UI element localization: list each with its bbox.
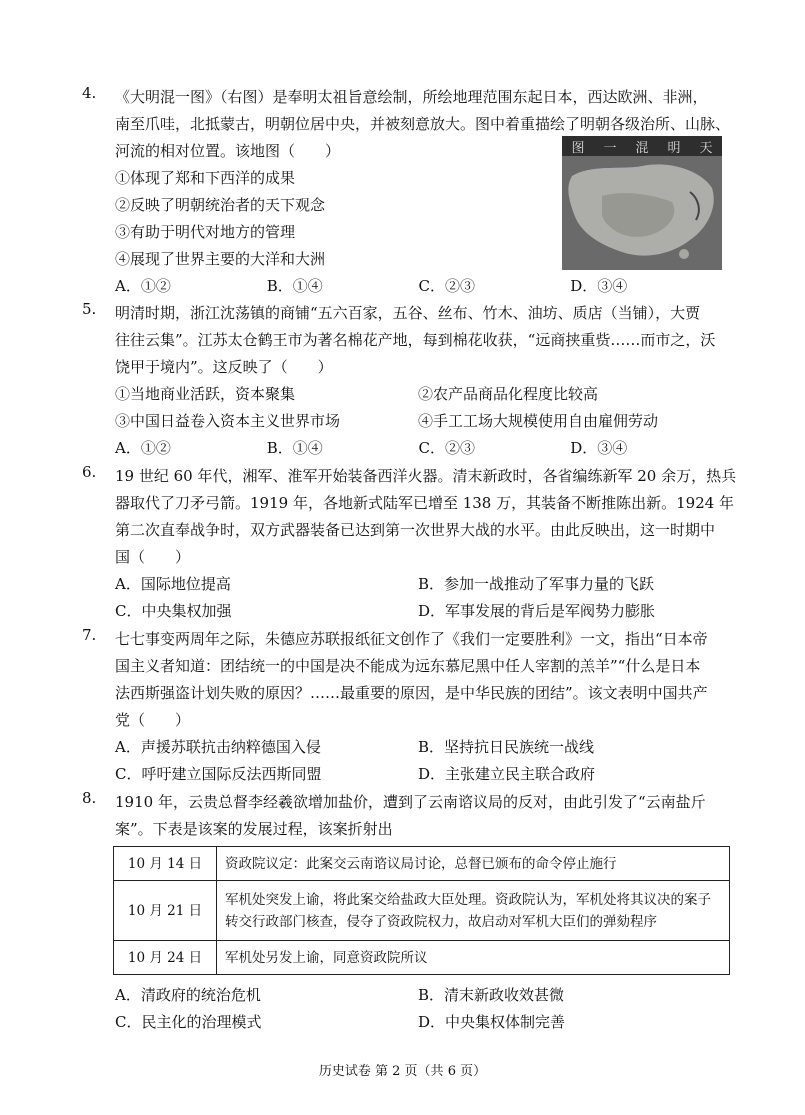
question-7 — [82, 626, 722, 788]
question-text: 饶甲于境内”。这反映了（ ） — [115, 358, 333, 376]
option-b: B．参加一战推动了军事力量的飞跃 — [418, 575, 655, 593]
question-text: 1910 年，云贵总督李经羲欲增加盐价，遭到了云南谘议局的反对，由此引发了“云南盐斤 — [115, 793, 706, 811]
option-b: B．坚持抗日民族统一战线 — [418, 738, 595, 756]
date-cell: 10 月 24 日 — [114, 941, 217, 975]
question-text: 法西斯强盗计划失败的原因？……最重要的原因，是中华民族的团结”。该文表明中国共产 — [115, 684, 708, 702]
answer-options — [82, 435, 722, 462]
option-c: C．中央集权加强 — [115, 602, 232, 620]
event-cell: 资政院议定：此案交云南谘议局讨论，总督已颁布的命令停止施行 — [217, 847, 730, 881]
salt-case-table — [113, 846, 730, 975]
table-row — [114, 881, 730, 941]
option-c: C．②③ — [418, 439, 475, 457]
answer-options — [82, 571, 722, 598]
question-text: 河流的相对位置。该地图（ ） — [115, 142, 341, 160]
date-cell: 10 月 14 日 — [114, 847, 217, 881]
question-number: 7. — [82, 626, 97, 644]
map-title-char: 明 — [667, 140, 681, 156]
page-footer: 历史试卷 第 2 页（共 6 页） — [318, 1064, 487, 1079]
answer-options — [82, 761, 722, 788]
question-5 — [82, 300, 722, 462]
option-c: C．②③ — [418, 277, 475, 295]
question-text: 19 世纪 60 年代，湘军、淮军开始装备西洋火器。清末新政时，各省编练新军 20 余万，热兵 — [115, 467, 737, 485]
question-text: 第二次直奉战争时，双方武器装备已达到第一次世界大战的水平。由此反映出，这一时期中 — [115, 521, 716, 539]
option-a: A．①② — [115, 439, 171, 457]
table-row — [114, 847, 730, 881]
statement-item: ②反映了明朝统治者的天下观念 — [115, 196, 326, 214]
option-a: A．①② — [115, 277, 171, 295]
option-c: C．民主化的治理模式 — [115, 1013, 262, 1031]
question-text: 往往云集”。江苏太仓鹤王市为著名棉花产地，每到棉花收获，“远商挟重赀……而市之，沃 — [115, 331, 716, 349]
option-b: B．①④ — [266, 277, 323, 295]
option-a: A．清政府的统治危机 — [115, 986, 261, 1004]
question-text: 国（ ） — [115, 548, 191, 566]
question-number: 8. — [82, 789, 97, 807]
question-text: 南至爪哇，北抵蒙古，明朝位居中央，并被刻意放大。图中着重描绘了明朝各级治所、山脉、 — [115, 115, 731, 133]
question-text: 《大明混一图》（右图）是奉明太祖旨意绘制，所绘地理范围东起日本，西达欧洲、非洲， — [115, 88, 708, 106]
map-title-char: 天 — [699, 140, 713, 156]
option-c: C．呼吁建立国际反法西斯同盟 — [115, 765, 322, 783]
answer-options — [82, 273, 722, 300]
option-d: D．③④ — [570, 277, 628, 295]
question-8-options — [82, 982, 722, 1036]
statement-row — [82, 381, 722, 408]
statement-item: ③中国日益卷入资本主义世界市场 — [115, 412, 341, 430]
question-number: 4. — [82, 84, 97, 102]
question-text: 党（ ） — [115, 711, 191, 729]
statement-item: ④手工工场大规模使用自由雇佣劳动 — [418, 412, 659, 430]
event-cell: 军机处另发上谕，同意资政院所议 — [217, 941, 730, 975]
option-d: D．中央集权体制完善 — [418, 1013, 566, 1031]
date-cell: 10 月 21 日 — [114, 881, 217, 941]
map-title-char: 混 — [635, 140, 649, 156]
question-text: 七七事变两周年之际，朱德应苏联报纸征文创作了《我们一定要胜利》一文，指出“日本帝 — [115, 630, 708, 648]
option-b: B．①④ — [266, 439, 323, 457]
event-cell: 军机处突发上谕，将此案交给盐政大臣处理。资政院认为，军机处将其议决的案子转交行政部门核查，侵夺了资政院权力，故启动对军机大臣们的弹劾程序 — [217, 881, 730, 941]
map-title-char: 一 — [603, 140, 617, 156]
answer-options — [82, 734, 722, 761]
statement-row — [82, 408, 722, 435]
question-text: 案”。下表是该案的发展过程，该案折射出 — [115, 820, 393, 838]
question-6 — [82, 463, 737, 625]
map-landmass-icon — [562, 136, 722, 270]
question-text: 明清时期，浙江沈荡镇的商铺“五六百家，五谷、丝布、竹木、油坊、质店（当铺），大贾 — [115, 304, 701, 322]
option-a: A．声援苏联抗击纳粹德国入侵 — [115, 738, 321, 756]
question-8 — [82, 789, 722, 843]
statement-item: ①当地商业活跃，资本聚集 — [115, 385, 296, 403]
statement-item: ④展现了世界主要的大洋和大洲 — [115, 250, 326, 268]
option-b: B．清末新政收效甚微 — [418, 986, 565, 1004]
table-row — [114, 941, 730, 975]
question-text: 器取代了刀矛弓箭。1919 年，各地新式陆军已增至 138 万，其装备不断推陈出新。1924 年 — [115, 494, 735, 512]
option-d: D．③④ — [570, 439, 628, 457]
da-ming-map-image — [562, 136, 722, 270]
statement-item: ②农产品商品化程度比较高 — [418, 385, 599, 403]
question-text: 国主义者知道：团结统一的中国是决不能成为远东慕尼黑中任人宰割的羔羊”“什么是日本 — [115, 657, 701, 675]
question-number: 6. — [82, 463, 97, 481]
answer-options — [82, 598, 722, 625]
answer-options — [82, 1009, 722, 1036]
option-d: D．军事发展的背后是军阀势力膨胀 — [418, 602, 656, 620]
statement-item: ③有助于明代对地方的管理 — [115, 223, 296, 241]
statement-item: ①体现了郑和下西洋的成果 — [115, 169, 296, 187]
option-d: D．主张建立民主联合政府 — [418, 765, 596, 783]
map-title-char: 图 — [571, 140, 585, 156]
answer-options — [82, 982, 722, 1009]
option-a: A．国际地位提高 — [115, 575, 231, 593]
question-number: 5. — [82, 300, 97, 318]
